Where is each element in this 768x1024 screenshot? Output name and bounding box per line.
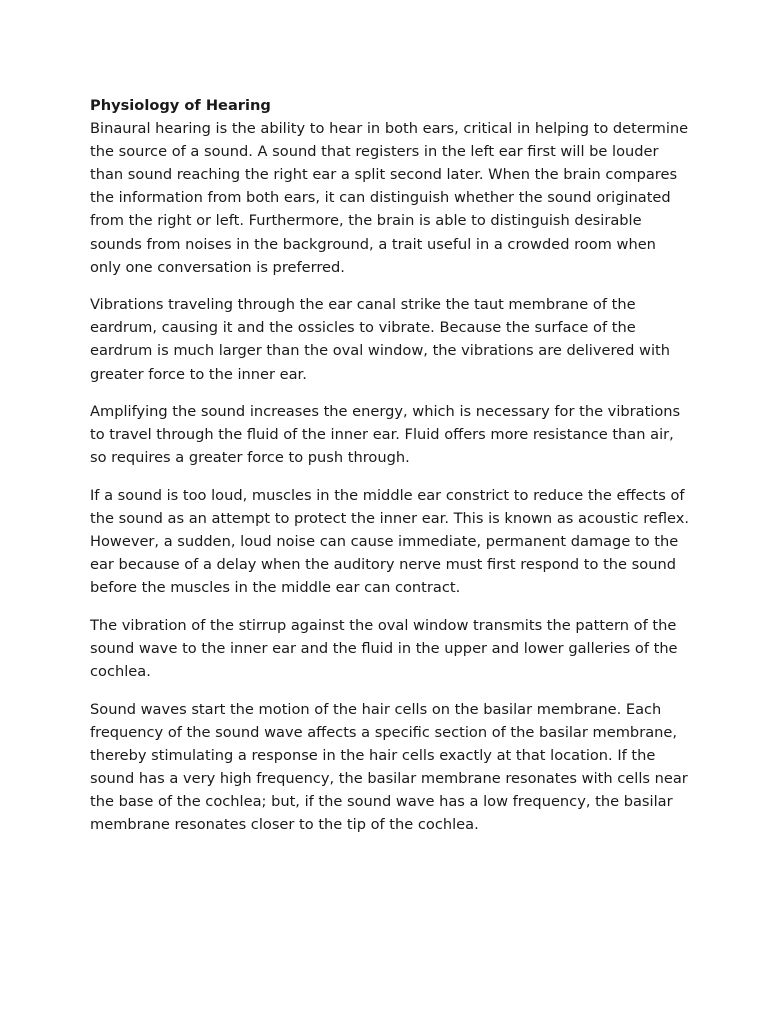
paragraph-eardrum-vibrations: Vibrations traveling through the ear canal strike the taut membrane of the eardrum, causing it and the ossicles to vibrate. Because the surface of the eardrum is much larger than the oval window, the vibrations are delivered with greater force to the inner ear.: [90, 296, 670, 383]
paragraph-basilar-membrane: Sound waves start the motion of the hair cells on the basilar membrane. Each frequency of the sound wave affects a specific section of the basilar membrane, thereby stimulating a response in the hair cells exactly at that location. If the sound has a very high frequency, the basilar membrane resonates with cells near the base of the cochlea; but, if the sound wave has a low frequency, the basilar membrane resonates closer to the tip of the cochlea.: [90, 700, 688, 834]
paragraph-sound-amplification: Amplifying the sound increases the energy, which is necessary for the vibrations to travel through the fluid of the inner ear. Fluid offers more resistance than air, so requires a greater force to push through.: [90, 403, 681, 467]
document-title: Physiology of Hearing: [90, 97, 271, 114]
paragraph-binaural-hearing: Binaural hearing is the ability to hear in both ears, critical in helping to determine the source of a sound. A sound that registers in the left ear first will be louder than sound reaching the right ear a split second later. When the brain compares the information from both ears, it can distinguish whether the sound originated from the right or left. Furthermore, the brain is able to distinguish desirable sounds from noises in the background, a trait useful in a crowded room when only one conversation is preferred.: [90, 120, 689, 276]
document-page: [90, 94, 690, 851]
paragraph-stirrup-oval-window: The vibration of the stirrup against the oval window transmits the pattern of the sound wave to the inner ear and the fluid in the upper and lower galleries of the cochlea.: [90, 616, 678, 681]
paragraph-acoustic-reflex: If a sound is too loud, muscles in the middle ear constrict to reduce the effects of the sound as an attempt to protect the inner ear. This is known as acoustic reflex. However, a sudden, loud noise can cause immediate, permanent damage to the ear because of a delay when the auditory nerve must first respond to the sound before the muscles in the middle ear can contract.: [90, 486, 690, 597]
